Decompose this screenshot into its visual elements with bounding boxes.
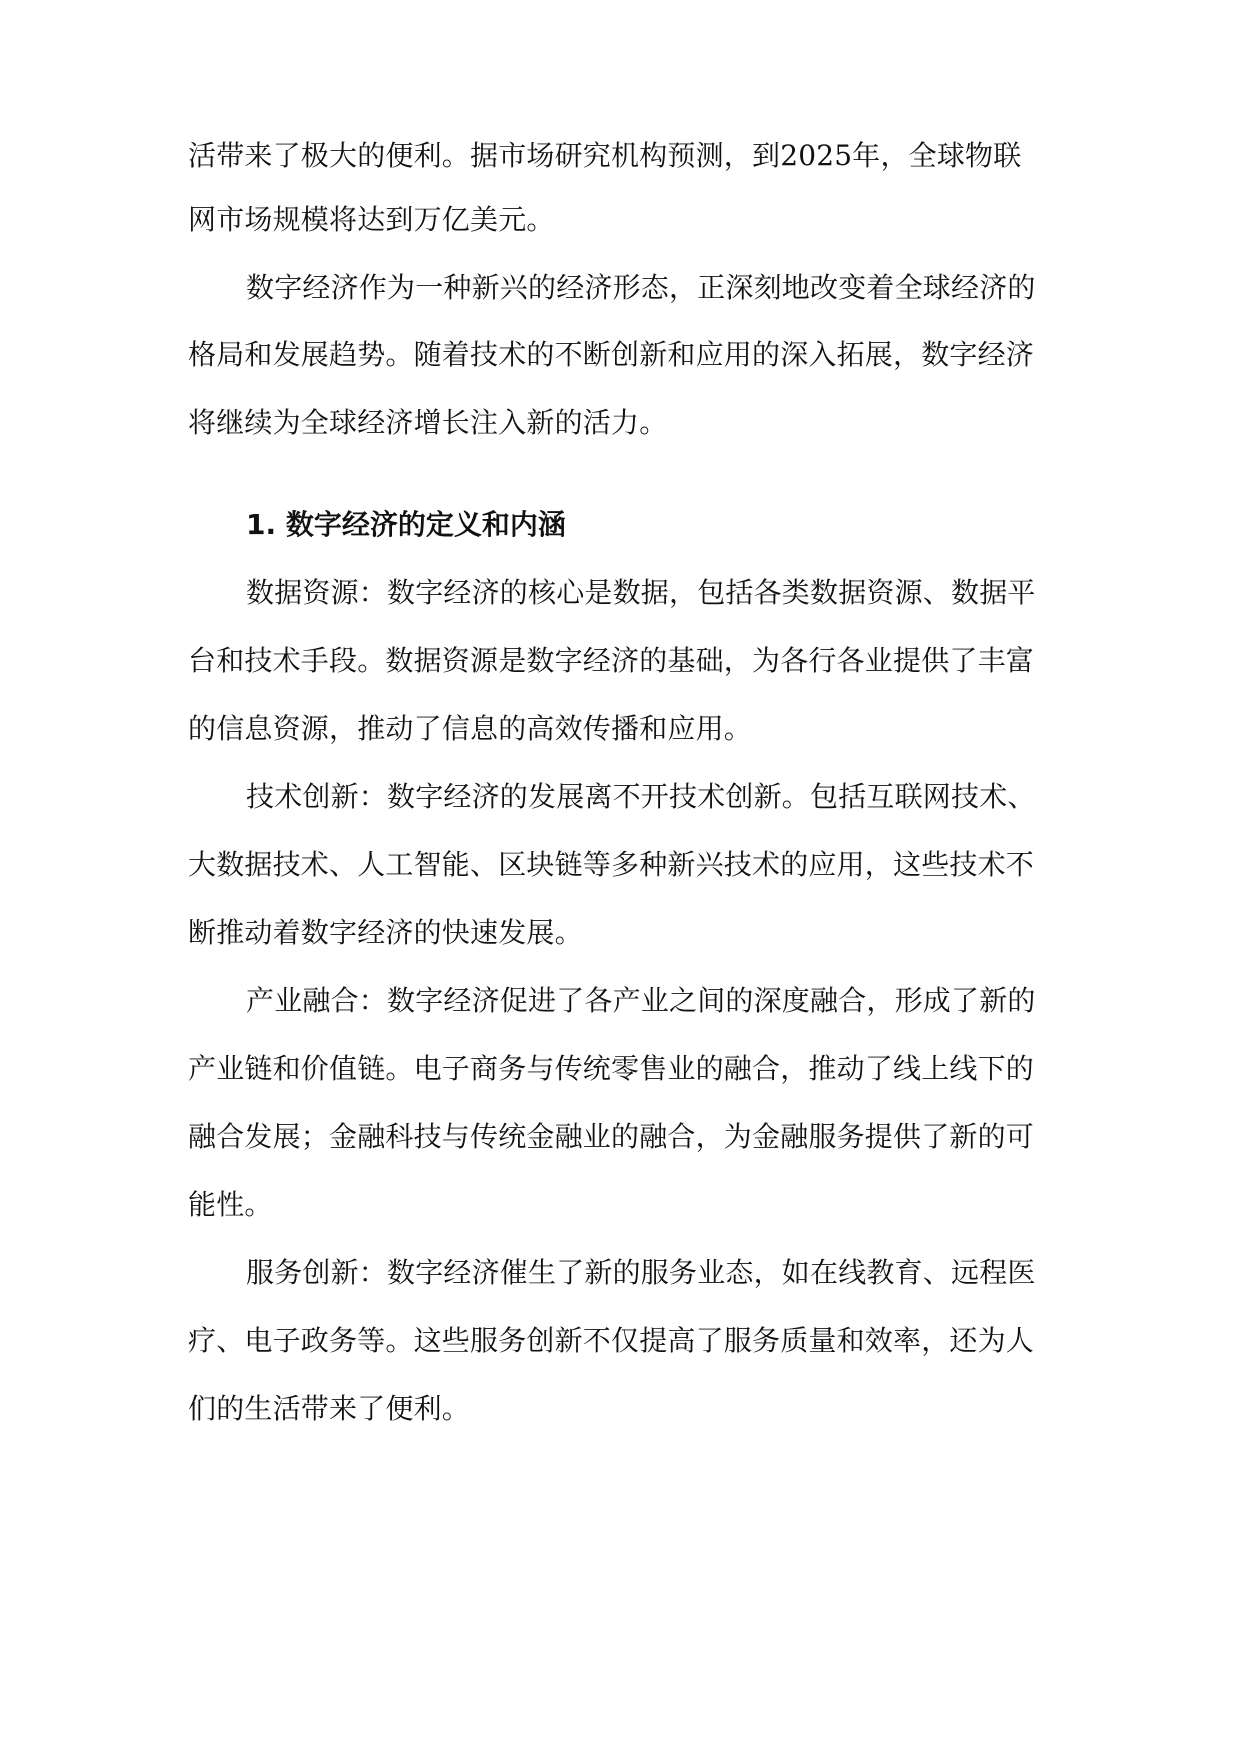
paragraph-line: 疗、电子政务等。这些服务创新不仅提高了服务质量和效率，还为人 [188,1324,1035,1357]
paragraph-line: 格局和发展趋势。随着技术的不断创新和应用的深入拓展，数字经济 [188,338,1035,371]
paragraph-line: 大数据技术、人工智能、区块链等多种新兴技术的应用，这些技术不 [188,848,1035,881]
paragraph-line: 台和技术手段。数据资源是数字经济的基础，为各行各业提供了丰富 [188,644,1035,677]
paragraph-line: 产业融合：数字经济促进了各产业之间的深度融合，形成了新的 [246,984,1036,1017]
paragraph-line: 的信息资源，推动了信息的高效传播和应用。 [188,712,753,745]
paragraph-line: 数字经济作为一种新兴的经济形态，正深刻地改变着全球经济的 [246,271,1036,304]
paragraph-line: 融合发展；金融科技与传统金融业的融合，为金融服务提供了新的可 [188,1120,1035,1153]
paragraph-line: 能性。 [188,1188,273,1221]
paragraph-line: 将继续为全球经济增长注入新的活力。 [188,406,668,439]
paragraph-line: 技术创新：数字经济的发展离不开技术创新。包括互联网技术、 [246,780,1036,813]
section-heading: 1. 数字经济的定义和内涵 [246,508,566,541]
paragraph-line: 网市场规模将达到万亿美元。 [188,203,555,236]
paragraph-line: 断推动着数字经济的快速发展。 [188,916,583,949]
paragraph-line: 活带来了极大的便利。据市场研究机构预测，到2025年，全球物联 [188,139,1022,172]
paragraph-line: 产业链和价值链。电子商务与传统零售业的融合，推动了线上线下的 [188,1052,1035,1085]
paragraph-line: 数据资源：数字经济的核心是数据，包括各类数据资源、数据平 [246,576,1036,609]
paragraph-line: 们的生活带来了便利。 [188,1392,471,1425]
paragraph-line: 服务创新：数字经济催生了新的服务业态，如在线教育、远程医 [246,1256,1036,1289]
